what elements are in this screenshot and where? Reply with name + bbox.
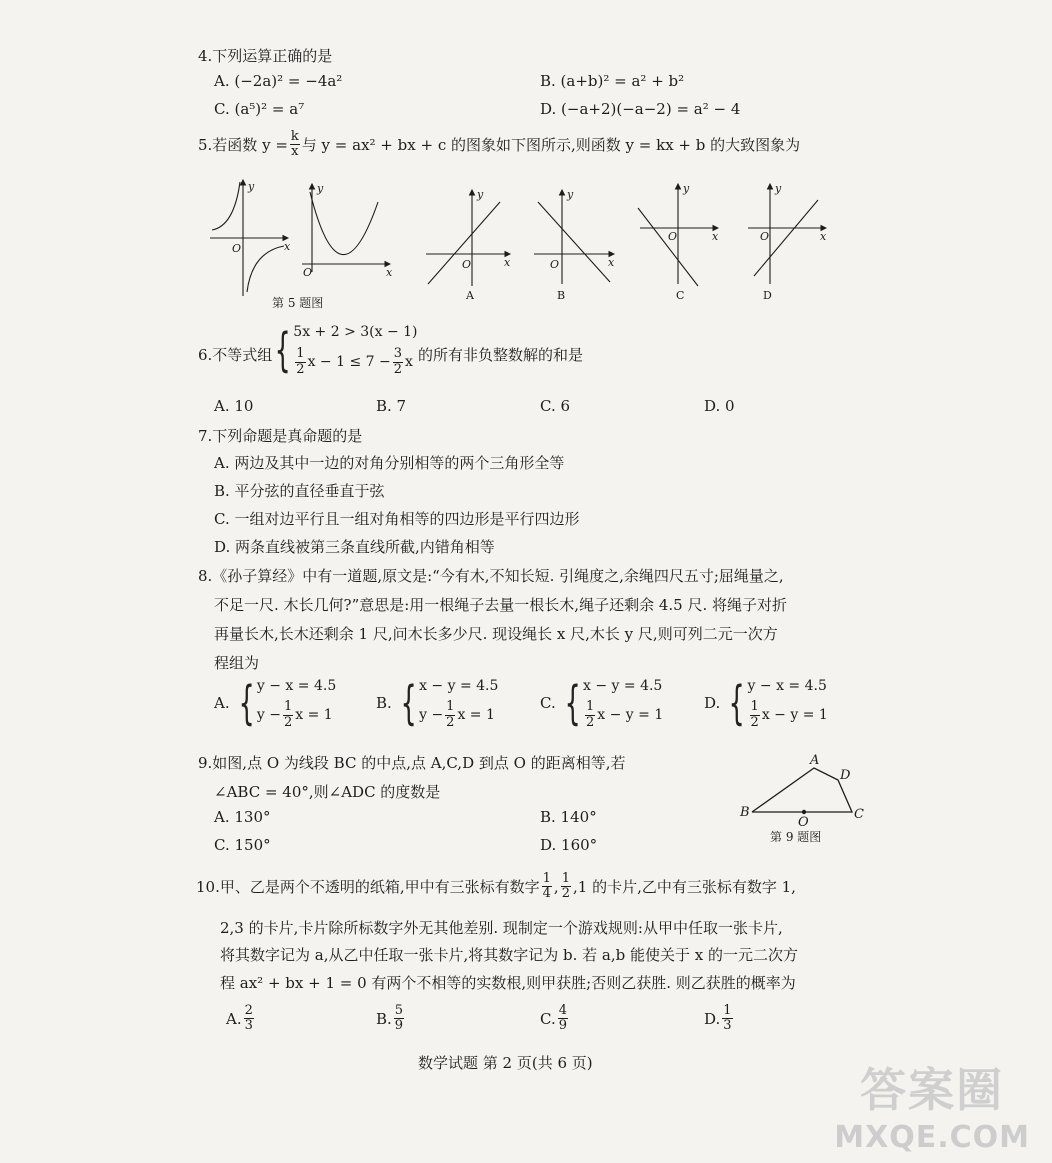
q10-line1 — [196, 872, 796, 902]
svg-text:O: O — [550, 258, 560, 271]
svg-text:x: x — [608, 256, 615, 269]
q6-option-c: C. 6 — [540, 397, 571, 415]
q8-option-a-label: A. — [214, 694, 230, 712]
q10-option-d-num: 1 — [723, 1003, 732, 1018]
q9-option-d: D. 160° — [540, 836, 598, 854]
q5-frac-num: k — [290, 129, 299, 144]
q6-line2-mid: x − 1 ≤ 7 − — [307, 354, 391, 370]
svg-text:x: x — [504, 256, 511, 269]
q5-fraction — [290, 130, 300, 160]
q8-option-d-eq1: y − x = 4.5 — [747, 678, 827, 694]
svg-text:y: y — [567, 188, 574, 201]
q8-c-half-den: 2 — [586, 714, 595, 730]
svg-text:x: x — [386, 266, 393, 279]
q8-option-d-eq2 — [748, 698, 828, 732]
q8-option-d-brace: { — [728, 676, 745, 730]
q5-figure-caption: 第 5 题图 — [272, 296, 324, 310]
q6-brace: { — [274, 323, 291, 377]
svg-text:y: y — [477, 188, 484, 201]
q8-option-c-eq1: x − y = 4.5 — [583, 678, 663, 694]
q10-option-b-label: B. — [376, 1009, 392, 1028]
q8-a-half-den: 2 — [283, 714, 293, 730]
q5-figures — [200, 172, 840, 312]
q6-option-a: A. 10 — [214, 397, 254, 415]
q10-line2: 2,3 的卡片,卡片除所标数字外无其他差别. 现制定一个游戏规则:从甲中任取一张卡片, — [220, 919, 783, 937]
q8-option-d-label: D. — [704, 694, 721, 712]
q8-option-d — [704, 674, 828, 732]
svg-text:O: O — [760, 230, 770, 243]
svg-text:x: x — [284, 240, 291, 253]
q5-label-b: B — [557, 289, 566, 302]
q6-option-b: B. 7 — [376, 397, 407, 415]
q6-frac2-num: 3 — [393, 346, 402, 362]
q4-option-a: A. (−2a)² = −4a² — [214, 72, 343, 90]
q9-line1: 9.如图,点 O 为线段 BC 的中点,点 A,C,D 到点 O 的距离相等,若 — [198, 754, 626, 772]
q10-option-a-label: A. — [226, 1009, 242, 1028]
q5-label-d: D — [763, 289, 772, 302]
q5-stem-pre: 5.若函数 y = — [198, 136, 288, 155]
q8-option-c-label: C. — [540, 694, 556, 712]
q9-option-a: A. 130° — [214, 808, 271, 826]
q10-frac2-num: 1 — [561, 871, 570, 886]
q9-point-d: D — [840, 768, 851, 783]
q5-label-a: A — [466, 289, 474, 302]
q4-option-c: C. (a⁵)² = a⁷ — [214, 100, 305, 118]
q6-option-d: D. 0 — [704, 397, 735, 415]
q8-option-a-eq1: y − x = 4.5 — [256, 678, 337, 694]
q6-line2-end: x — [405, 354, 413, 370]
q5-stem — [198, 130, 800, 160]
watermark-text: 答案圈 — [860, 1063, 1005, 1117]
q8-option-b-label: B. — [376, 694, 392, 712]
q6-line2 — [293, 344, 417, 380]
svg-text:O: O — [668, 230, 678, 243]
q10-option-a-den: 3 — [244, 1018, 253, 1034]
q8-option-a-brace: { — [238, 676, 255, 730]
svg-text:y: y — [775, 182, 782, 195]
q9-option-c: C. 150° — [214, 836, 271, 854]
q10-option-d-den: 3 — [723, 1018, 732, 1034]
q8-line1: 8.《孙子算经》中有一道题,原文是:“今有木,不知长短. 引绳度之,余绳四尺五寸;屈绳量之, — [198, 567, 784, 585]
q8-option-a — [214, 674, 336, 732]
q10-line3: 将其数字记为 a,从乙中任取一张卡片,将其数字记为 b. 若 a,b 能使关于 x 的一元二次方 — [220, 946, 799, 964]
q6-frac1-den: 2 — [296, 361, 305, 377]
q4-option-d: D. (−a+2)(−a−2) = a² − 4 — [540, 100, 741, 118]
svg-text:y: y — [317, 182, 324, 195]
q9-point-o: O — [798, 815, 809, 830]
q8-line4: 程组为 — [214, 654, 260, 672]
q10-line1-post: ,1 的卡片,乙中有三张标有数字 1, — [572, 878, 796, 897]
q8-option-a-eq2 — [257, 698, 336, 732]
svg-text:O: O — [303, 266, 313, 279]
q10-option-c-den: 9 — [558, 1018, 567, 1034]
q8-option-b-eq2-pre: y − — [419, 707, 444, 723]
q9-figure — [732, 752, 882, 832]
q10-line4: 程 ax² + bx + 1 = 0 有两个不相等的实数根,则甲获胜;否则乙获胜. 则乙获胜的概率为 — [220, 974, 796, 992]
q10-option-d — [704, 1004, 735, 1034]
q9-figure-caption: 第 9 题图 — [770, 830, 822, 844]
q9-option-b: B. 140° — [540, 808, 597, 826]
svg-text:O: O — [462, 258, 472, 271]
q8-b-half-den: 2 — [446, 714, 455, 730]
q8-option-c — [540, 674, 663, 732]
q5-label-c: C — [676, 289, 685, 302]
q7-option-b: B. 平分弦的直径垂直于弦 — [214, 482, 385, 500]
q10-option-a-num: 2 — [244, 1003, 253, 1018]
q10-option-c-label: C. — [540, 1009, 556, 1028]
q7-stem: 7.下列命题是真命题的是 — [198, 427, 363, 445]
watermark-logo — [834, 1054, 1030, 1155]
q10-option-b — [376, 1004, 406, 1034]
q10-frac2-den: 2 — [561, 886, 570, 902]
q8-line2: 不足一尺. 木长几何?”意思是:用一根绳子去量一根长木,绳子还剩余 4.5 尺. 将绳子对折 — [214, 596, 787, 614]
q9-point-c: C — [854, 807, 864, 822]
q9-point-b: B — [740, 805, 750, 820]
q4-stem: 4.下列运算正确的是 — [198, 47, 333, 65]
svg-text:x: x — [712, 230, 719, 243]
q8-d-half-den: 2 — [750, 714, 759, 730]
q4-option-b: B. (a+b)² = a² + b² — [540, 72, 685, 90]
q5-frac-den: x — [291, 144, 299, 160]
q10-option-c-num: 4 — [558, 1003, 567, 1018]
q8-b-half-num: 1 — [446, 699, 455, 715]
q8-option-b-eq1: x − y = 4.5 — [419, 678, 499, 694]
q6-system — [268, 320, 418, 380]
q10-option-a — [226, 1004, 256, 1034]
q10-option-b-num: 5 — [394, 1003, 404, 1018]
q6-frac2-den: 2 — [393, 361, 402, 377]
q10-separator: , — [553, 877, 559, 896]
page-footer: 数学试题 第 2 页(共 6 页) — [418, 1054, 593, 1072]
q7-option-a: A. 两边及其中一边的对角分别相等的两个三角形全等 — [214, 454, 565, 472]
q8-option-b-eq2 — [419, 698, 498, 732]
q8-option-a-eq2-pre: y − — [256, 707, 281, 723]
q8-option-b-brace: { — [400, 676, 417, 730]
q8-option-d-eq2-post: x − y = 1 — [761, 707, 828, 723]
q8-d-half-num: 1 — [750, 699, 759, 715]
svg-text:x: x — [820, 230, 827, 243]
q8-option-b — [376, 674, 498, 732]
q8-option-c-eq2-post: x − y = 1 — [597, 707, 664, 723]
q8-option-b-eq2-post: x = 1 — [457, 707, 495, 723]
svg-text:y: y — [248, 180, 255, 193]
q6-stem-pre: 6.不等式组 — [198, 346, 273, 364]
q10-frac1-den: 4 — [542, 886, 551, 902]
q10-line1-pre: 10.甲、乙是两个不透明的纸箱,甲中有三张标有数字 — [196, 878, 540, 897]
svg-text:O: O — [232, 242, 242, 255]
q8-option-c-brace: { — [564, 676, 581, 730]
q5-stem-post: 与 y = ax² + bx + c 的图象如下图所示,则函数 y = kx + b 的大致图象为 — [301, 136, 801, 155]
q8-option-c-eq2 — [583, 698, 663, 732]
q10-frac1-num: 1 — [542, 871, 551, 886]
svg-text:y: y — [683, 182, 690, 195]
q10-option-c — [540, 1004, 570, 1034]
q10-option-b-den: 9 — [394, 1018, 404, 1034]
q7-option-d: D. 两条直线被第三条直线所截,内错角相等 — [214, 538, 495, 556]
q6-frac1-num: 1 — [296, 346, 305, 362]
q9-line2: ∠ABC = 40°,则∠ADC 的度数是 — [214, 783, 441, 801]
q8-option-a-eq2-post: x = 1 — [295, 707, 333, 723]
watermark-url: MXQE.COM — [834, 1120, 1030, 1155]
q8-c-half-num: 1 — [586, 699, 595, 715]
q10-option-d-label: D. — [704, 1009, 721, 1028]
q8-a-half-num: 1 — [283, 699, 293, 715]
q6-stem-post: 的所有非负整数解的和是 — [418, 346, 584, 364]
q7-option-c: C. 一组对边平行且一组对角相等的四边形是平行四边形 — [214, 510, 580, 528]
q9-point-a: A — [810, 753, 820, 768]
q8-line3: 再量长木,长木还剩余 1 尺,问木长多少尺. 现设绳长 x 尺,木长 y 尺,则可列二元一次方 — [214, 625, 778, 643]
q6-line1: 5x + 2 > 3(x − 1) — [293, 324, 418, 340]
